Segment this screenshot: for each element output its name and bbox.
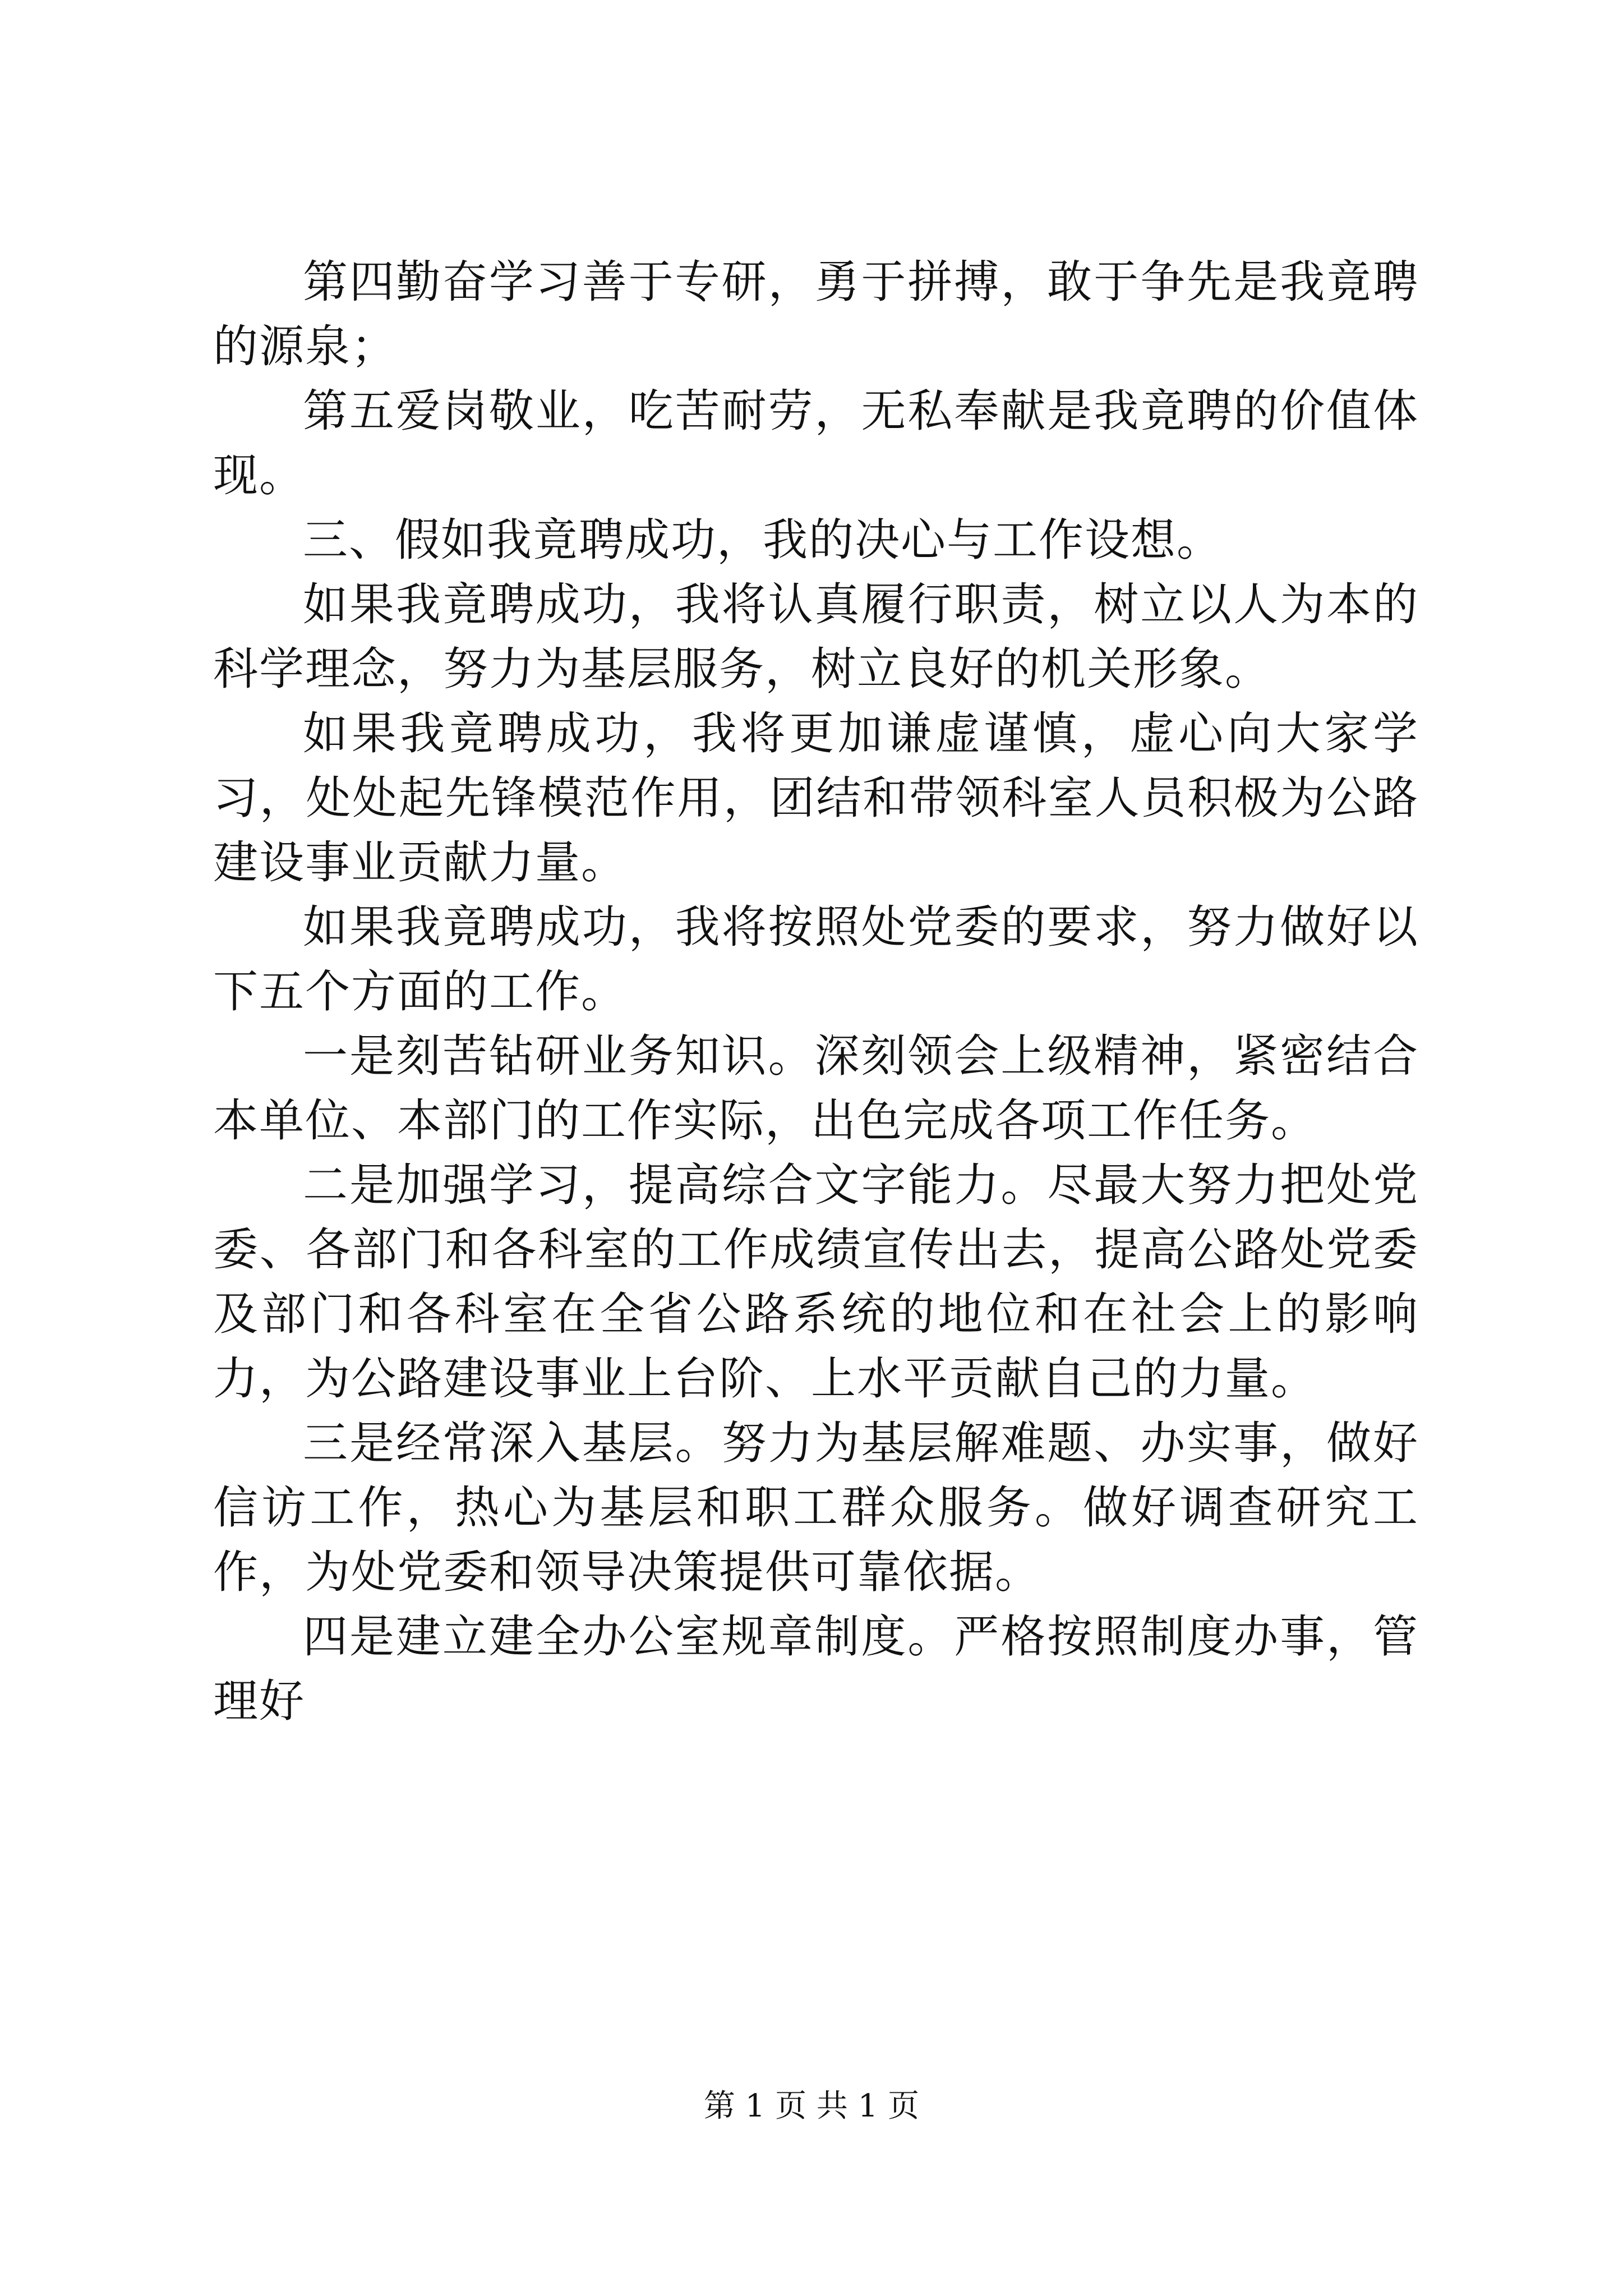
paragraph: 如果我竟聘成功，我将更加谦虚谨慎，虚心向大家学习，处处起先锋模范作用，团结和带领科室人员积极为公路建设事业贡献力量。 <box>213 707 1419 889</box>
paragraph: 第五爱岗敬业，吃苦耐劳，无私奉献是我竟聘的价值体现。 <box>213 385 1419 501</box>
paragraph: 如果我竟聘成功，我将认真履行职责，树立以人为本的科学理念，努力为基层服务，树立良好的机关形象。 <box>213 578 1419 695</box>
page-footer: 第 1 页 共 1 页 <box>703 2088 920 2124</box>
paragraph: 一是刻苦钻研业务知识。深刻领会上级精神，紧密结合本单位、本部门的工作实际，出色完成各项工作任务。 <box>213 1030 1419 1147</box>
document-body <box>213 250 1419 1733</box>
paragraph: 四是建立建全办公室规章制度。严格按照制度办事，管理好 <box>213 1611 1419 1727</box>
paragraph: 如果我竟聘成功，我将按照处党委的要求，努力做好以下五个方面的工作。 <box>213 901 1419 1018</box>
paragraph: 第四勤奋学习善于专研，勇于拼搏，敢于争先是我竟聘的源泉； <box>213 256 1419 372</box>
section-heading: 三、假如我竟聘成功，我的决心与工作设想。 <box>303 514 1223 566</box>
paragraph: 三是经常深入基层。努力为基层解难题、办实事，做好信访工作，热心为基层和职工群众服务。做好调查研究工作，为处党委和领导决策提供可靠依据。 <box>213 1417 1419 1598</box>
paragraph: 二是加强学习，提高综合文字能力。尽最大努力把处党委、各部门和各科室的工作成绩宣传出去，提高公路处党委及部门和各科室在全省公路系统的地位和在社会上的影响力，为公路建设事业上台阶、上水平贡献自己的力量。 <box>213 1159 1419 1405</box>
